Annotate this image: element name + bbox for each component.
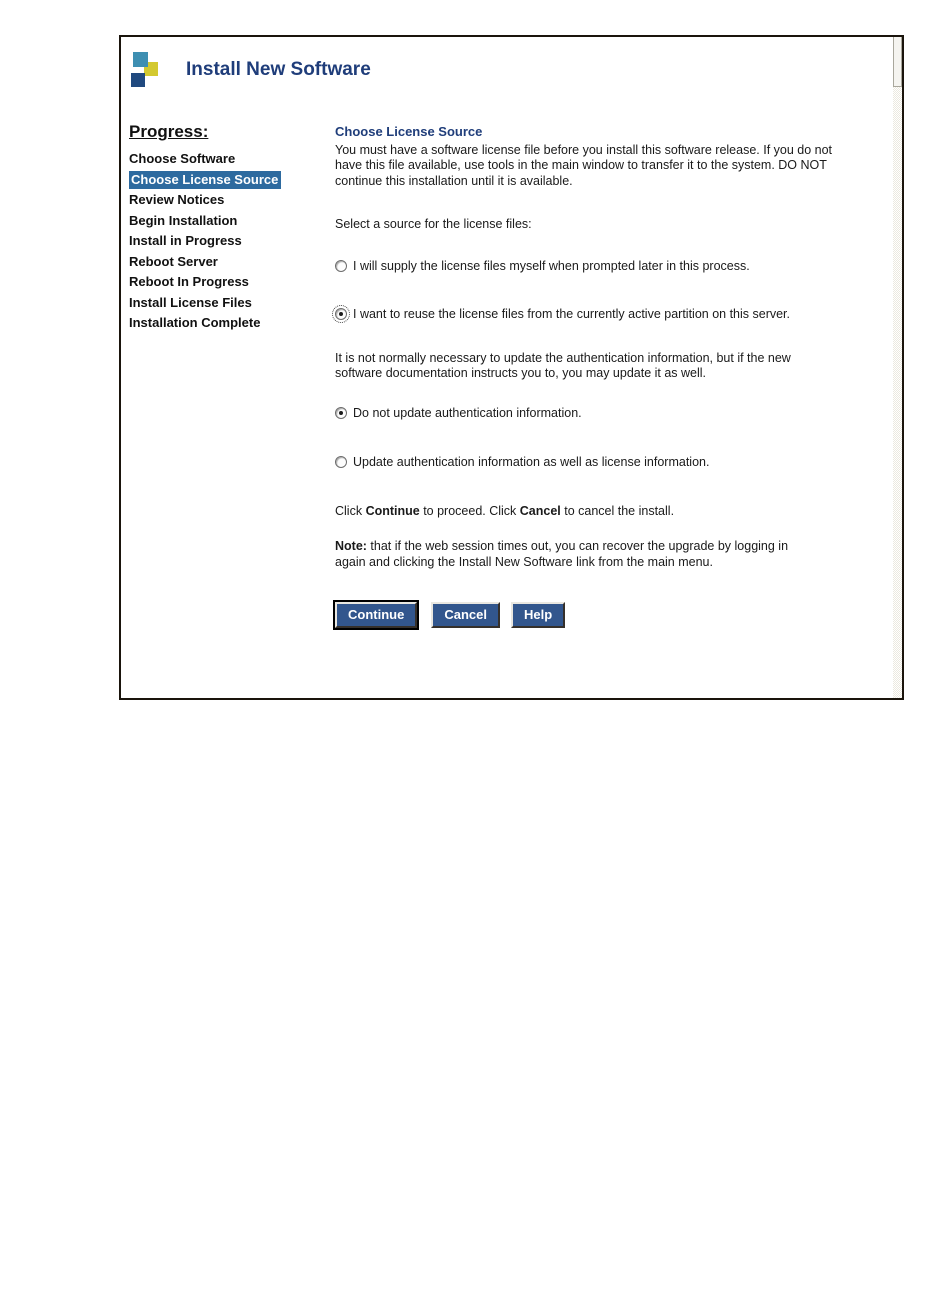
progress-heading: Progress: <box>129 122 209 141</box>
progress-step-reboot-in-progress: Reboot In Progress <box>129 274 249 289</box>
continue-button[interactable]: Continue <box>335 602 417 628</box>
click-instructions <box>335 504 891 520</box>
progress-step-reboot-server: Reboot Server <box>129 253 218 269</box>
progress-step-choose-license-source-current <box>129 170 335 191</box>
instruction-continue-word: Continue <box>365 503 420 518</box>
instruction-text: Click <box>335 503 366 518</box>
progress-sidebar <box>129 122 335 334</box>
license-option-supply-myself-label: I will supply the license files myself when prompted later in this process. <box>353 258 750 273</box>
progress-step-review-notices: Review Notices <box>129 192 225 207</box>
action-button-row <box>335 602 891 628</box>
logo-square-navy <box>131 73 145 87</box>
page-title: Install New Software <box>186 59 371 80</box>
vertical-scrollbar[interactable] <box>893 37 902 698</box>
note-label: Note: <box>335 539 367 553</box>
progress-step-label: Choose License Source <box>129 171 281 189</box>
progress-step-installation-complete: Installation Complete <box>129 315 261 330</box>
intro-paragraph: You must have a software license file before you install this software release. If you do not have this file available, use tools in the main window to transfer it to the system. DO NOT continue this installation until it is available. <box>335 142 833 188</box>
app-logo-icon <box>131 52 161 90</box>
progress-step-install-in-progress: Install in Progress <box>129 233 242 248</box>
instruction-text: to proceed. Click <box>419 503 520 518</box>
progress-step-choose-software: Choose Software <box>129 151 236 166</box>
content-heading: Choose License Source <box>335 124 483 139</box>
cancel-button[interactable]: Cancel <box>431 602 500 628</box>
license-option-reuse-active-partition[interactable] <box>335 307 857 323</box>
radio-button-selected-icon[interactable] <box>335 407 347 419</box>
main-content <box>335 124 891 628</box>
instruction-cancel-word: Cancel <box>519 503 561 518</box>
auth-info-paragraph: It is not normally necessary to update the authentication information, but if the new software documentation instructs you to, you may update it as well. <box>335 350 791 380</box>
session-timeout-note <box>335 539 807 570</box>
auth-option-update-label: Update authentication information as well as license information. <box>353 455 710 469</box>
radio-button-unselected-icon[interactable] <box>335 260 347 272</box>
scrollbar-thumb[interactable] <box>893 37 902 87</box>
logo-square-teal <box>133 52 148 67</box>
select-source-prompt: Select a source for the license files: <box>335 217 532 231</box>
help-button[interactable]: Help <box>511 602 565 628</box>
note-text: that if the web session times out, you can recover the upgrade by logging in again and clicking the Install New Software link from the main menu. <box>335 539 789 569</box>
install-wizard-dialog <box>119 35 904 700</box>
instruction-text: to cancel the install. <box>560 503 675 518</box>
radio-button-selected-icon[interactable] <box>335 308 347 320</box>
license-option-reuse-label: I want to reuse the license files from the currently active partition on this server. <box>353 307 791 321</box>
auth-option-update[interactable] <box>335 455 891 471</box>
auth-option-do-not-update[interactable] <box>335 406 891 422</box>
radio-button-unselected-icon[interactable] <box>335 456 347 468</box>
progress-step-install-license-files: Install License Files <box>129 294 252 310</box>
license-option-supply-myself[interactable] <box>335 259 857 275</box>
auth-option-do-not-update-label: Do not update authentication information. <box>353 405 582 420</box>
progress-step-begin-installation: Begin Installation <box>129 212 238 228</box>
